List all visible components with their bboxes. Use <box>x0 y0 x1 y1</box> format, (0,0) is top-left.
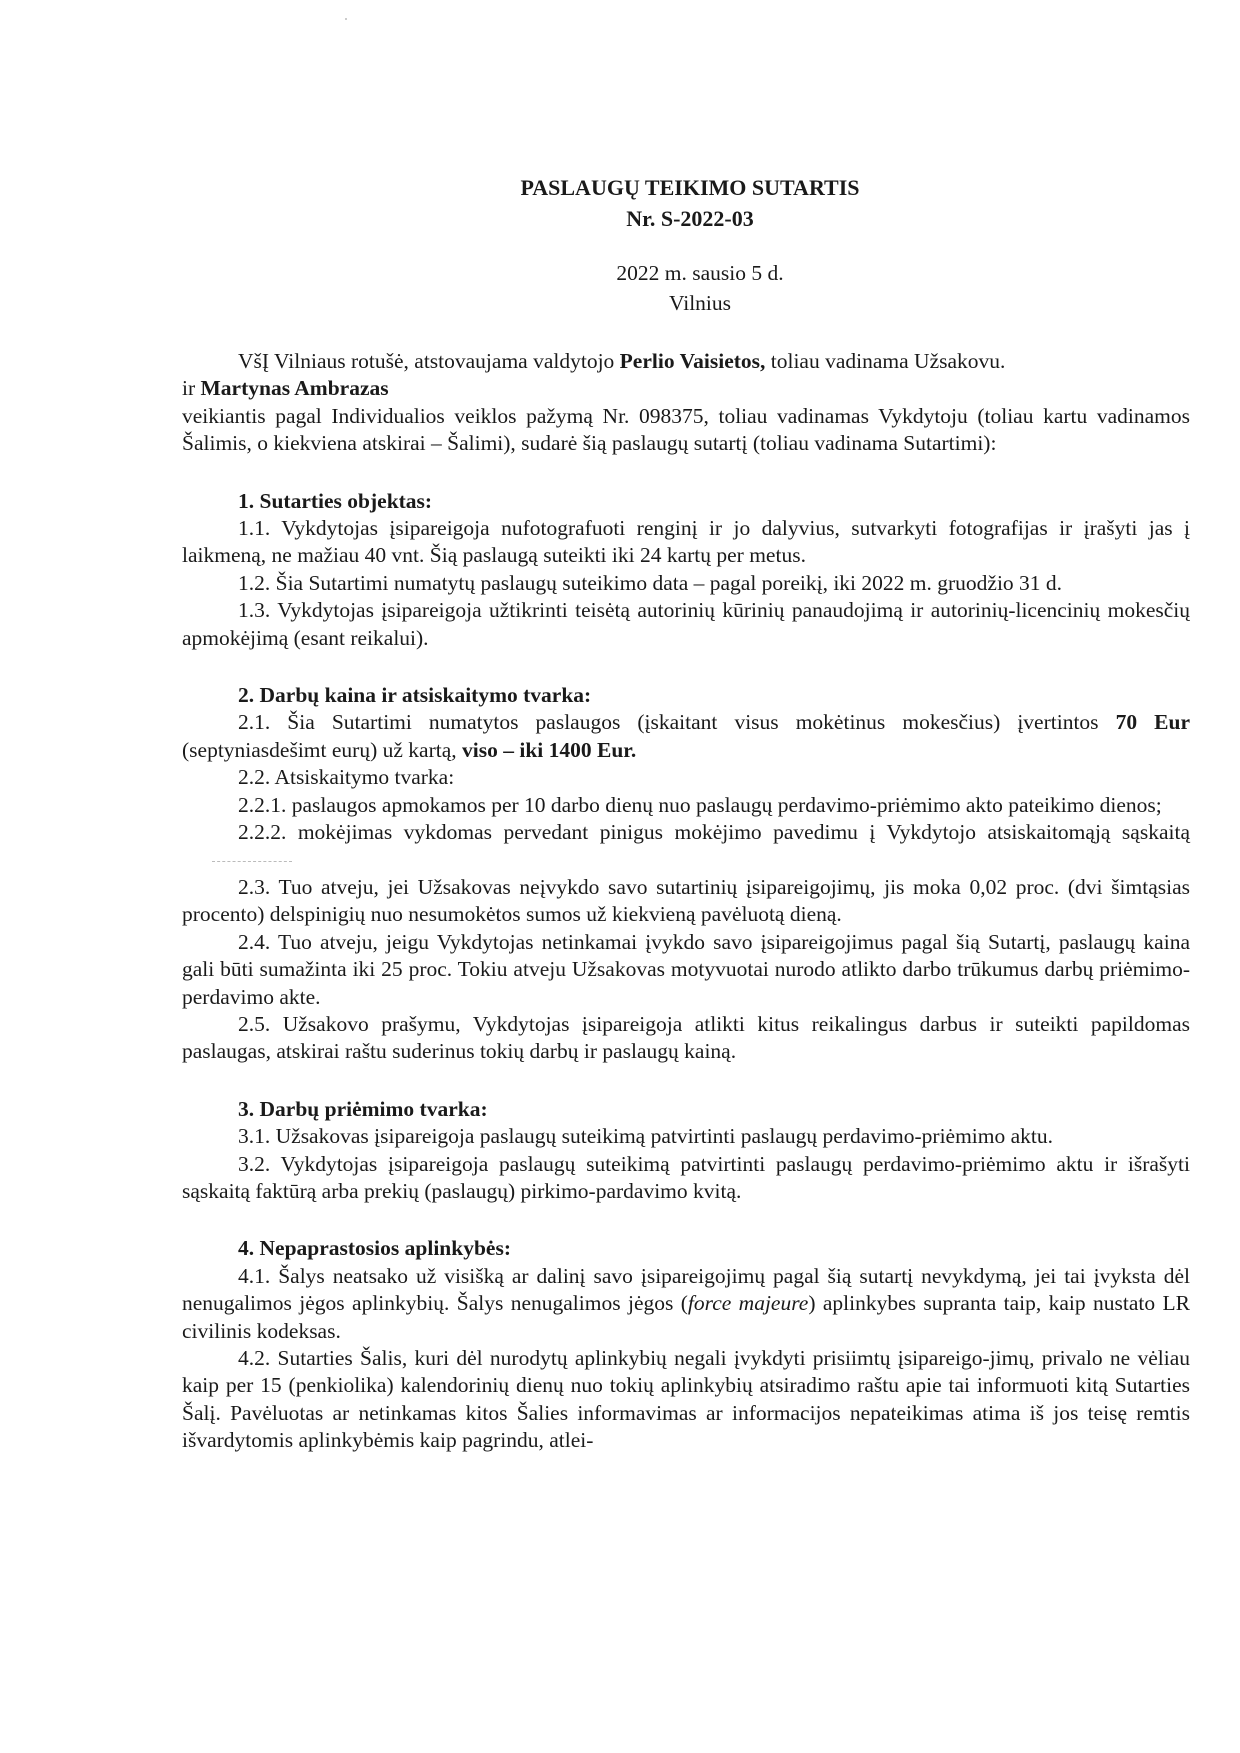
text: (septyniasdešimt eurų) už kartą, <box>182 737 463 762</box>
clause-2-4: 2.4. Tuo atveju, jeigu Vykdytojas netinkamai įvykdo savo įsipareigojimus pagal šią Sutartį, paslaugų kaina gali būti sumažinta iki 25 proc. Tokiu atveju Užsakovas motyvuotai nurodo atlikto darbo trūkumus darbų priėmimo-perdavimo akte. <box>182 929 1190 1009</box>
parties-intro <box>182 348 1190 458</box>
title-line: PASLAUGŲ TEIKIMO SUTARTIS <box>520 175 860 200</box>
clause-2-2: 2.2. Atsiskaitymo tvarka: <box>238 765 455 790</box>
clause-2-5: 2.5. Užsakovo prašymu, Vykdytojas įsipareigoja atlikti kitus reikalingus darbus ir suteikti papildomas paslaugas, atskirai raštu suderinus tokių darbų ir paslaugų kainą. <box>182 1011 1190 1064</box>
date-place <box>210 258 1190 318</box>
total-price: viso – iki 1400 Eur. <box>462 737 637 762</box>
contract-page <box>182 172 1190 1455</box>
contract-place: Vilnius <box>668 291 732 315</box>
clause-3-1: 3.1. Užsakovas įsipareigoja paslaugų suteikimą patvirtinti paslaugų perdavimo-priėmimo aktu. <box>238 1124 1054 1149</box>
clause-1-2: 1.2. Šia Sutartimi numatytų paslaugų suteikimo data – pagal poreikį, iki 2022 m. gruodžio 31 d. <box>238 570 1063 595</box>
section-1-heading: 1. Sutarties objektas: <box>238 488 433 513</box>
intro-customer <box>182 348 1190 375</box>
text: VšĮ Vilniaus rotušė, atstovaujama valdytojo <box>238 349 620 373</box>
clause-4-2: 4.2. Sutarties Šalis, kuri dėl nurodytų aplinkybių negali įvykdyti prisiimtų įsipareigo-jimų, privalo ne vėliau kaip per 15 (penkiolika) kalendorinių dienų nuo tokių aplinkybių atsiradimo raštu apie tai informuoti kitą Sutarties Šalį. Pavėluotas ar netinkamas kitos Šalies informavimas ar informacijos nepateikimas atima iš jos teisę remtis išvardytomis aplinkybėmis kaip pagrindu, atlei- <box>182 1346 1190 1453</box>
text: ir <box>182 376 201 401</box>
price: 70 Eur <box>1115 710 1190 735</box>
text: toliau vadinama Užsakovu. <box>765 349 1006 373</box>
text: 4.1. Šalys neatsako už visišką ar dalinį savo įsipareigojimų pagal šią sutartį nevykdymą, jei tai įvyksta dėl nenugalimos jėgos aplinkybių. Šalys nenugalimos jėgos ( <box>182 1263 1190 1316</box>
text: 2.1. Šia Sutartimi numatytos paslaugos (įskaitant visus mokėtinus mokesčius) įvertintos <box>238 710 1116 735</box>
clause-2-2-2 <box>182 819 1190 874</box>
scan-speck <box>345 18 347 20</box>
contract-number: Nr. S-2022-03 <box>626 206 754 231</box>
intro-definition: veikiantis pagal Individualios veiklos pažymą Nr. 098375, toliau vadinamas Vykdytoju (toliau kartu vadinamos Šalimis, o kiekviena atskirai – Šalimi), sudarė šią paslaugų sutartį (toliau vadinama Sutartimi): <box>182 403 1190 456</box>
force-majeure-term: force majeure <box>687 1291 809 1316</box>
clause-4-1 <box>182 1263 1190 1345</box>
contract-date: 2022 m. sausio 5 d. <box>616 261 784 285</box>
clause-2-3: 2.3. Tuo atveju, jei Užsakovas neįvykdo savo sutartinių įsipareigojimų, jis moka 0,02 proc. (dvi šimtąsias procento) delspinigių nuo nesumokėtos sumos už kiekvieną pavėluotą dieną. <box>182 874 1190 927</box>
clause-3-2: 3.2. Vykdytojas įsipareigoja paslaugų suteikimą patvirtinti paslaugų perdavimo-priėmimo aktu ir išrašyti sąskaitą faktūrą arba prekių (paslaugų) pirkimo-pardavimo kvitą. <box>182 1151 1190 1203</box>
clause-1-1: 1.1. Vykdytojas įsipareigoja nufotografuoti renginį ir jo dalyvius, sutvarkyti fotografijas ir įrašyti jas į laikmeną, ne mažiau 40 vnt. Šią paslaugą suteikti iki 24 kartų per metus. <box>182 516 1190 568</box>
clause-2-2-1: 2.2.1. paslaugos apmokamos per 10 darbo dienų nuo paslaugų perdavimo-priėmimo akto pateikimo dienos; <box>238 792 1162 817</box>
intro-contractor <box>182 375 1190 402</box>
section-4-heading: 4. Nepaprastosios aplinkybės: <box>238 1236 511 1261</box>
redacted-account <box>212 861 292 862</box>
section-2-heading: 2. Darbų kaina ir atsiskaitymo tvarka: <box>238 683 592 708</box>
document-title <box>190 172 1190 234</box>
text: 2.2.2. mokėjimas vykdomas pervedant pinigus mokėjimo pavedimu į Vykdytojo atsiskaitomąją sąskaitą <box>238 820 1190 845</box>
contractor-name: Martynas Ambrazas <box>200 376 389 401</box>
text: ) aplinkybes supranta taip, kaip nustato LR civilinis kodeksas. <box>182 1291 1190 1343</box>
section-3-heading: 3. Darbų priėmimo tvarka: <box>238 1096 488 1121</box>
representative-name: Perlio Vaisietos, <box>619 349 766 373</box>
clause-2-1 <box>182 709 1190 764</box>
clause-1-3: 1.3. Vykdytojas įsipareigoja užtikrinti teisėtą autorinių kūrinių panaudojimą ir autorinių-licencinių mokesčių apmokėjimą (esant reikalui). <box>182 598 1190 650</box>
